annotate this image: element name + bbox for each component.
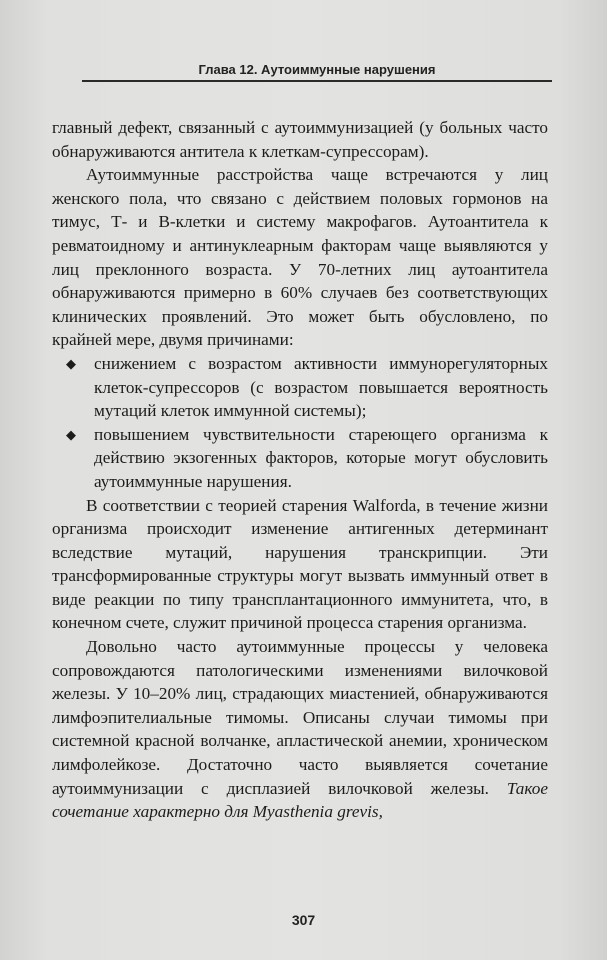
bullet-item	[66, 423, 548, 494]
diamond-bullet-icon: ◆	[66, 355, 76, 371]
paragraph-2: Аутоиммунные расстройства чаще встречаются у лиц женского пола, что связано с действием половых гормонов на тимус, Т- и В-клетки и систему макрофагов. Аутоантитела к ревматоидному и антинуклеарным факторам чаще выявляются у лиц преклонного возраста. У 70-летних лиц аутоантитела обнаруживаются примерно в 60% случаев без соответствующих клинических проявлений. Это может быть обусловлено, по крайней мере, двумя причинами:	[52, 165, 548, 350]
bullet-text: повышением чувствительности стареющего организма к действию экзогенных факторов, которые могут обусловить аутоиммунные нарушения.	[94, 424, 548, 491]
paragraph-4	[52, 635, 548, 824]
bullet-list	[52, 352, 548, 494]
paragraph-4-italic-text: Такое сочетание характерно для Myasthenia grevis,	[52, 778, 548, 822]
page-number: 307	[291, 912, 316, 928]
running-head: Глава 12. Аутоиммунные нарушения	[82, 60, 552, 82]
diamond-bullet-icon: ◆	[66, 426, 76, 442]
bullet-text: снижением с возрастом активности иммунорегуляторных клеток-супрессоров (с возрастом повышается вероятность мутаций клеток иммунной системы);	[94, 353, 548, 421]
paragraph-4-text: Довольно часто аутоиммунные процессы у человека сопровождаются патологическими изменениями вилочковой железы. У 10–20% лиц, страдающих миастенией, обнаруживаются лимфоэпителиальные тимомы. Описаны случаи тимомы при системной красной волчанке, апластической анемии, хроническом лимфолейкозе. Достаточно часто выявляется сочетание аутоиммунизации с дисплазией вилочковой железы.	[52, 637, 548, 798]
paragraph-3: В соответствии с теорией старения Walforda, в течение жизни организма происходит изменение антигенных детерминант вследствие мутаций, нарушения транскрипции. Эти трансформированные структуры могут вызвать иммунный ответ в виде реакции по типу трансплантационного иммунитета, что, в конечном счете, служит причиной процесса старения организма.	[52, 495, 548, 633]
paragraph-1: главный дефект, связанный с аутоиммунизацией (у больных часто обнаруживаются антитела к клеткам-супрессорам).	[52, 118, 548, 161]
bullet-item	[66, 352, 548, 423]
body-text	[52, 116, 548, 824]
